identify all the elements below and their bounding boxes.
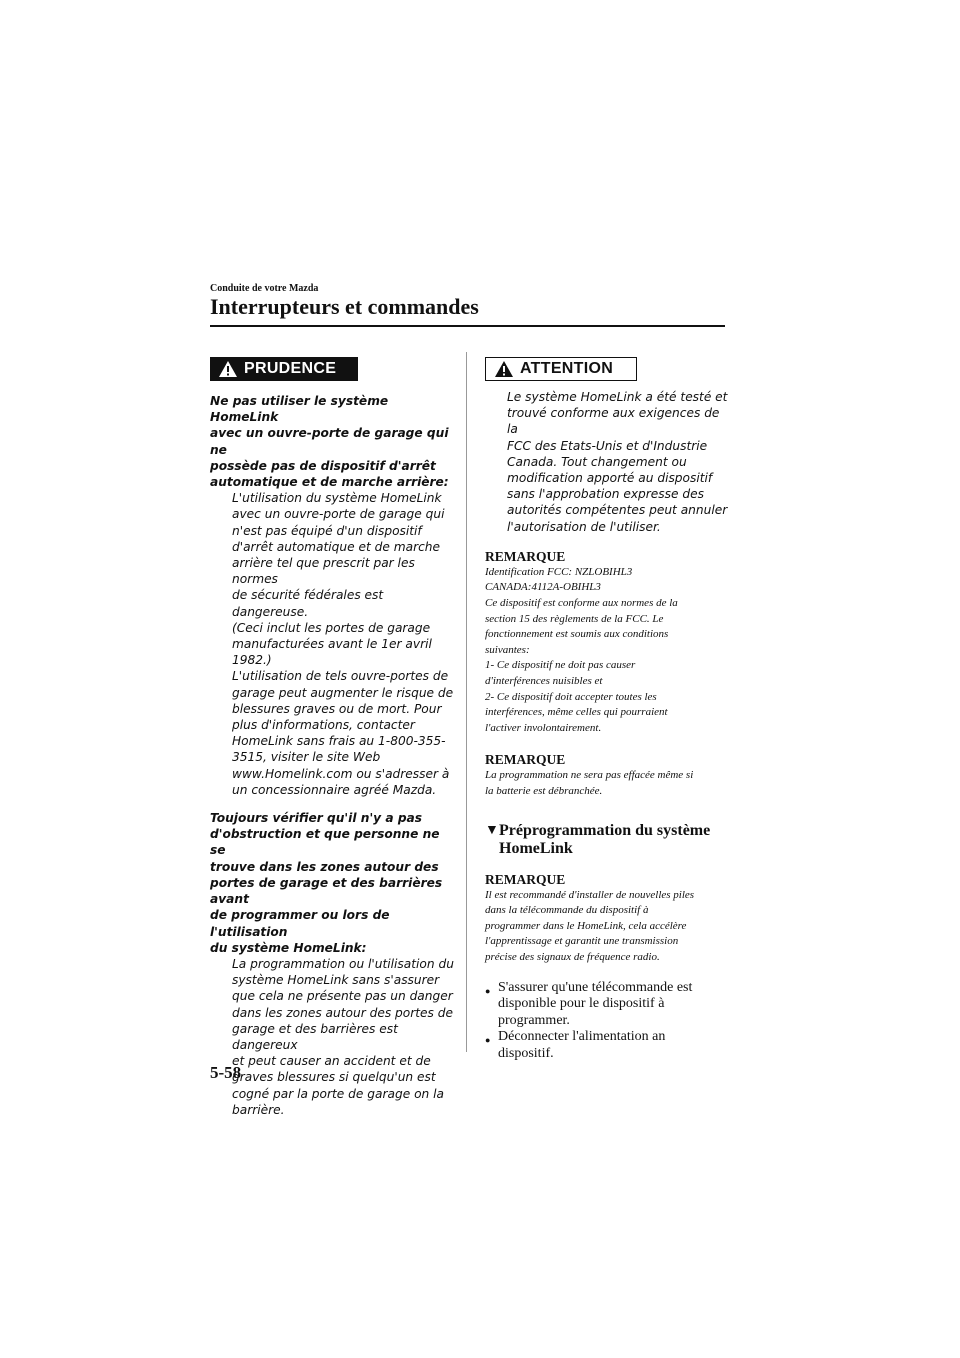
page-title: Interrupteurs et commandes	[210, 294, 479, 319]
section-label: Conduite de votre Mazda	[210, 283, 319, 294]
list-item-text: Déconnecter l'alimentation an dispositif.	[498, 1029, 666, 1061]
list-item-text: S'assurer qu'une télécommande est disponible pour le dispositif à programmer.	[498, 979, 693, 1028]
right-column	[485, 357, 730, 1062]
list-item	[485, 1029, 730, 1062]
note-programming	[485, 752, 730, 799]
note-heading: REMARQUE	[485, 871, 566, 887]
attention-body: Le système HomeLink a été testé et trouvé conforme aux exigences de la FCC des Etats-Unis et d'Industrie Canada. Tout changement ou modification apporté au dispositif sans l'approbation expresse des autorités compétentes peut annuler l'autorisation de l'utiliser.	[507, 390, 728, 534]
header-rule	[210, 325, 725, 327]
bullet-icon: ●	[485, 1035, 491, 1046]
column-divider	[466, 352, 467, 1052]
subheading-text: Préprogrammation du système HomeLink	[499, 821, 711, 857]
attention-badge	[485, 357, 637, 381]
warning-triangle-icon	[218, 360, 238, 378]
note-body: Il est recommandé d'installer de nouvelles piles dans la télécommande du dispositif à programmer dans le HomeLink, cela accélère l'apprentissage et garantit une transmission précise des signaux de fréquence radio.	[485, 888, 695, 963]
warning-triangle-icon	[494, 360, 514, 378]
note-heading: REMARQUE	[485, 752, 566, 768]
attention-label: ATTENTION	[520, 360, 614, 377]
section-subheading	[485, 822, 730, 858]
instruction-list	[485, 980, 730, 1063]
note-body: Identification FCC: NZLOBIHL3 CANADA:4112A-OBIHL3 Ce dispositif est conforme aux normes de la section 15 des règlements de la FCC. Le fonctionnement est soumis aux conditions suivantes: 1- Ce dispositif ne doit pas causer d'interférences nuisibles et 2- Ce dispositif doit accepter toutes les interférences, même celles qui pourraient l'activer involontairement.	[485, 565, 678, 734]
note-heading: REMARQUE	[485, 548, 566, 564]
prudence-lead-1: Ne pas utiliser le système HomeLink avec un ouvre-porte de garage qui ne possède pas de dispositif d'arrêt automatique et de marche arrière:	[210, 394, 449, 490]
note-body: La programmation ne sera pas effacée même si la batterie est débranchée.	[485, 769, 694, 797]
left-column	[210, 357, 455, 1118]
note-fcc	[485, 549, 730, 737]
list-item	[485, 980, 730, 1030]
prudence-lead-2: Toujours vérifier qu'il n'y a pas d'obstruction et que personne ne se trouve dans les zones autour des portes de garage et des barrières avant de programmer ou lors de l'utilisation du système HomeLink:	[210, 811, 443, 955]
triangle-marker-icon: ▼	[485, 822, 499, 838]
page-number: 5-58	[210, 1063, 242, 1082]
prudence-label: PRUDENCE	[244, 360, 337, 377]
note-batteries	[485, 872, 730, 966]
prudence-body-1: L'utilisation du système HomeLink avec un ouvre-porte de garage qui n'est pas équipé d'un dispositif d'arrêt automatique et de marche arrière tel que prescrit par les normes de sécurité fédérales est dangereuse. (Ceci inclut les portes de garage manufacturées avant le 1er avril 1982.) L'utilisation de tels ouvre-portes de garage peut augmenter le risque de blessures graves ou de mort. Pour plus d'informations, contacter HomeLink sans frais au 1-800-355- 3515, visiter le site Web www.Homelink.com ou s'adresser à un concessionnaire agréé Mazda.	[232, 491, 454, 797]
bullet-icon: ●	[485, 985, 491, 996]
prudence-badge	[210, 357, 358, 381]
prudence-body-2: La programmation ou l'utilisation du système HomeLink sans s'assurer que cela ne présente pas un danger dans les zones autour des portes de garage et des barrières est dangereux et peut causer an accident et de graves blessures si quelqu'un est cogné par la porte de garage on la barrière.	[232, 956, 454, 1117]
